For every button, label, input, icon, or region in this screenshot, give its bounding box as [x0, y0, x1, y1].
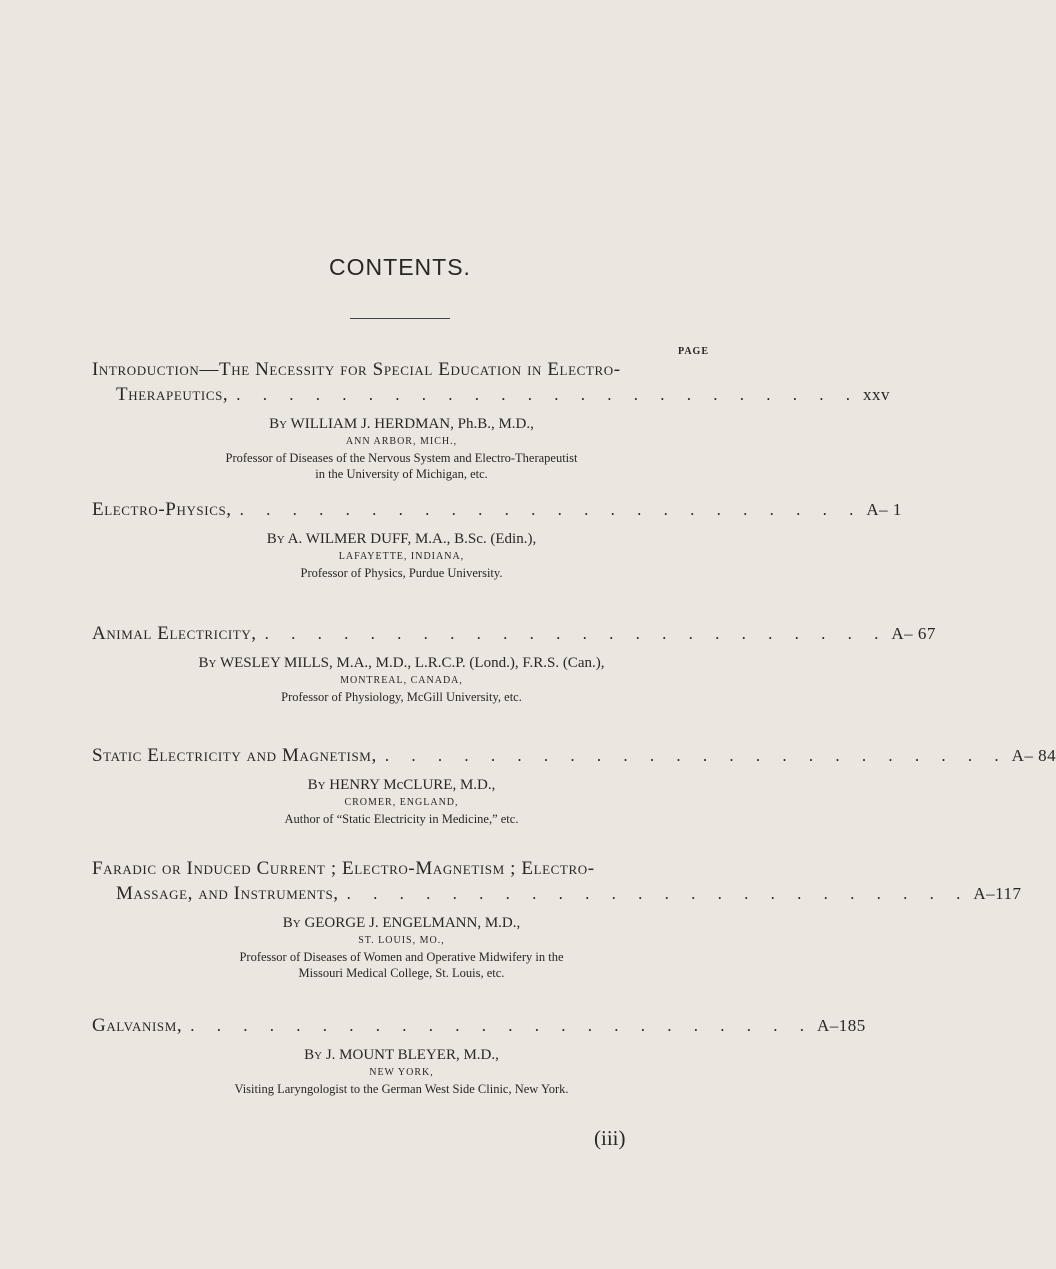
entry-author: [92, 653, 711, 673]
entry-title-line: [92, 357, 711, 382]
author-by: By: [304, 1047, 323, 1063]
page-column-label: PAGE: [677, 346, 709, 357]
entry-title-text: Animal Electricity,: [92, 623, 257, 644]
toc-entry-introduction: [92, 357, 891, 482]
author-by: By: [269, 416, 288, 432]
author-place: ST. LOUIS, MO.,: [358, 935, 445, 946]
author-description: Missouri Medical College, St. Louis, etc.: [298, 966, 505, 980]
author-description: Professor of Physiology, McGill University, etc.: [281, 690, 522, 704]
dot-leader: . . . . . . . . . . . . . . . . . . . . . . . .: [190, 1016, 813, 1035]
author-name: GEORGE J. ENGELMANN, M.D.,: [304, 915, 521, 931]
entry-title-line: [92, 881, 1022, 906]
author-by: By: [282, 915, 301, 931]
entry-title: [92, 621, 936, 646]
entry-title: [92, 1013, 866, 1038]
dot-leader: . . . . . . . . . . . . . . . . . . . . . . . .: [236, 385, 860, 404]
page-number: xxv: [863, 385, 891, 404]
dot-leader: . . . . . . . . . . . . . . . . . . . . . . . .: [384, 746, 1008, 765]
entry-title-text: Galvanism,: [92, 1015, 183, 1036]
author-description: Visiting Laryngologist to the German West Side Clinic, New York.: [234, 1082, 569, 1096]
author-name: WILLIAM J. HERDMAN, Ph.B., M.D.,: [290, 416, 534, 432]
toc-entry-electro-physics: [92, 497, 902, 581]
author-description: Author of “Static Electricity in Medicine,” etc.: [284, 812, 519, 826]
author-place: MONTREAL, CANADA,: [340, 675, 463, 686]
entry-title-text: Faradic or Induced Current ; Electro-Magnetism ; Electro-: [92, 858, 595, 879]
toc-entry-galvanism: [92, 1013, 866, 1097]
entry-title-line: [92, 382, 891, 407]
author-by: By: [307, 777, 326, 793]
title-rule: [350, 318, 450, 319]
entry-title-text: Introduction—The Necessity for Special Education in Electro-: [92, 359, 621, 380]
entry-title: [92, 856, 1022, 906]
entry-title-line: [92, 743, 1056, 768]
author-by: By: [198, 655, 217, 671]
entry-title-line: [92, 621, 936, 646]
entry-author: [92, 1045, 711, 1065]
entry-title-text: Therapeutics,: [116, 384, 229, 405]
dot-leader: . . . . . . . . . . . . . . . . . . . . . . . .: [264, 624, 888, 643]
author-description: Professor of Diseases of Women and Operative Midwifery in the: [239, 950, 564, 964]
dot-leader: . . . . . . . . . . . . . . . . . . . . . . . .: [239, 500, 863, 519]
dot-leader: . . . . . . . . . . . . . . . . . . . . . . . .: [346, 884, 970, 903]
author-place: LAFAYETTE, INDIANA,: [338, 551, 465, 562]
author-name: J. MOUNT BLEYER, M.D.,: [325, 1047, 499, 1063]
page-number: A–185: [816, 1016, 866, 1035]
author-place: ANN ARBOR, MICH.,: [345, 436, 458, 447]
entry-title-line: [92, 497, 902, 522]
entry-author: [92, 414, 711, 434]
author-name: A. WILMER DUFF, M.A., B.Sc. (Edin.),: [287, 531, 537, 547]
author-name: HENRY McCLURE, M.D.,: [329, 777, 496, 793]
page-number: A–117: [973, 884, 1022, 903]
author-name: WESLEY MILLS, M.A., M.D., L.R.C.P. (Lond.), F.R.S. (Can.),: [219, 655, 605, 671]
author-place: NEW YORK,: [369, 1067, 434, 1078]
page-folio: (iii): [594, 1126, 626, 1150]
author-description: Professor of Physics, Purdue University.: [300, 566, 503, 580]
author-place: CROMER, ENGLAND,: [344, 797, 459, 808]
toc-entry-static-electricity: [92, 743, 1056, 827]
page-number: A– 67: [891, 624, 936, 643]
entry-title-text: Static Electricity and Magnetism,: [92, 745, 377, 766]
page-title: CONTENTS.: [329, 254, 471, 280]
page-number: A– 1: [866, 500, 902, 519]
entry-title-text: Electro-Physics,: [92, 499, 232, 520]
author-description: in the University of Michigan, etc.: [315, 467, 488, 481]
entry-title-line: [92, 1013, 866, 1038]
entry-title: [92, 497, 902, 522]
entry-title: [92, 357, 891, 407]
toc-entry-animal-electricity: [92, 621, 936, 705]
entry-author: [92, 775, 711, 795]
entry-author: [92, 913, 711, 933]
author-description: Professor of Diseases of the Nervous System and Electro-Therapeutist: [225, 451, 578, 465]
entry-title-text: Massage, and Instruments,: [116, 883, 339, 904]
author-by: By: [266, 531, 285, 547]
entry-title: [92, 743, 1056, 768]
entry-author: [92, 529, 711, 549]
page-number: A– 84: [1011, 746, 1056, 765]
toc-entry-faradic-current: [92, 856, 1022, 981]
entry-title-line: [92, 856, 711, 881]
